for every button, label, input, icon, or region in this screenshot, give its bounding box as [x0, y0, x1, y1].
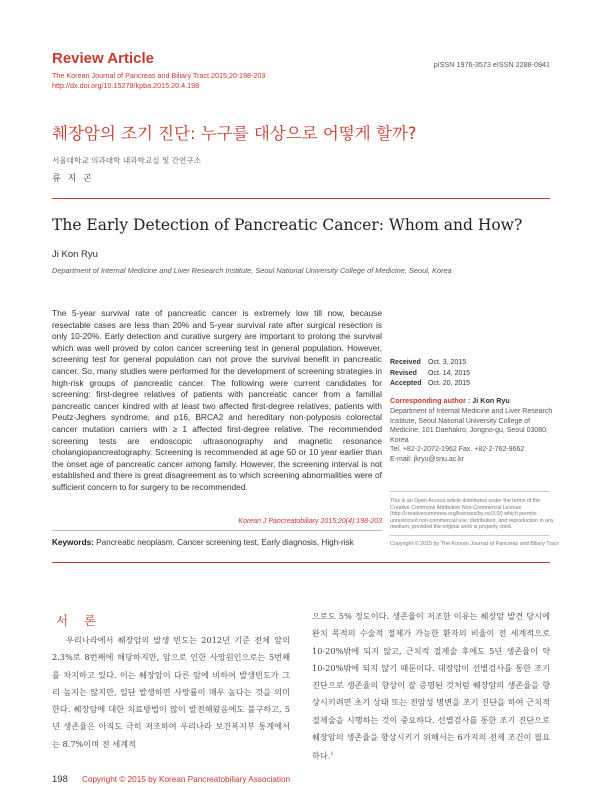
footer-copyright: Copyright © 2015 by Korean Pancreatobiliary Association — [82, 775, 291, 784]
english-affiliation: Department of Internal Medicine and Liver Research Institute, Seoul National University College of Medicine, Seoul, Korea — [52, 266, 452, 275]
divider — [390, 535, 550, 536]
reference-mark: 1 — [330, 751, 334, 758]
divider — [52, 198, 550, 199]
date-label: Revised — [390, 369, 417, 377]
divider — [52, 530, 382, 531]
short-citation: Korean J Pancreatobiliary 2015;20(4):198-203 — [238, 518, 382, 525]
corresponding-name: Ji Kon Ryu — [472, 396, 510, 405]
date-revised — [390, 369, 470, 380]
article-type: Review Article — [52, 50, 154, 67]
korean-title: 췌장암의 조기 진단: 누구를 대상으로 어떻게 할까? — [52, 124, 417, 143]
keywords-text: Pancreatic neoplasm, Cancer screening test, Early diagnosis, High-risk — [96, 538, 354, 547]
body-column-2 — [312, 608, 550, 765]
corresponding-author — [390, 396, 510, 405]
date-label: Received — [390, 359, 421, 366]
body-column-2-text: 으로도 5% 정도이다. 생존율이 저조한 이유는 췌장암 발견 당시에 완치 목적의 수술적 절제가 가능한 환자의 비율이 전 세계적으로 10-20%밖에 되지 않고, 근치적 절제술 후에도 5년 생존율이 약 10-20%밖에 되지 않기 때문이다. 대장암이 선별검사를 통한 조기 진단으로 생존율의 향상이 잘 증명된 것처럼 췌장암의 생존율을 향상시키려면 초기 상태 또는 전암성 병변을 조기 진단을 하여 근치적 절제술을 시행하는 것이 중요하다. 선별검사를 통한 조기 진단으로 췌장암의 생존율을 향상시키기 위해서는 6가지의 전제 조건이 필요하다. — [312, 611, 550, 762]
date-label: Accepted — [390, 380, 422, 387]
keywords-label: Keywords: — [52, 538, 94, 547]
divider — [390, 491, 550, 492]
date-accepted — [390, 379, 470, 390]
doi-link[interactable]: http://dx.doi.org/10.15279/kpba.2015.20.4.198 — [52, 81, 200, 90]
corresponding-label: Corresponding author : — [390, 396, 471, 405]
page-number: 198 — [52, 774, 68, 785]
correspondence-email[interactable]: E-mail: jkryu@snu.ac.kr — [390, 455, 465, 463]
date-value: Oct. 20, 2015 — [428, 380, 471, 387]
journal-copyright: Copyright © 2015 by The Korean Journal of Pancreas and Biliary Tract — [390, 541, 559, 547]
date-received — [390, 358, 470, 369]
korean-author: 류 지 곤 — [52, 174, 94, 184]
date-value: Oct. 14, 2015 — [428, 369, 471, 377]
correspondence-tel: Tel. +82-2-2072-1962 Fax. +82-2-762-9662 — [390, 446, 525, 454]
journal-citation: The Korean Journal of Pancreas and Biliary Tract 2015;20:198-203 — [52, 71, 266, 80]
dates-block — [390, 358, 470, 390]
abstract: The 5-year survival rate of pancreatic cancer is extremely low till now, because resectable cases are less than 20% and 5-year survival rate after surgical resection is only 10-20%. Early detection and curative surgery are important to prolong the survival which was well proved by colon cancer screening test in general population. However, screening test for general population can not prove the survival benefit in pancreatic cancer. So, many studies were performed for the development of screening strategies in high-risk groups of pancreatic cancer. The following were current candidates for screening: first-degree relatives of patients with pancreatic cancer from a familial pancreatic cancer kindred with at least two affected first-degree relatives; patients with Peutz-Jeghers syndrome; and p16, BRCA2 and hereditary non-polyposis colorectal cancer mutation carriers with ≥ 1 affected first-degree relative. The recommended screening tests are endoscopic ultrasonography and magnetic resonance cholangiopancreatography. Screening is recommended at age 50 or 10 year earlier than the onset age of pancreatic cancer among family. However, the screening interval is not established and there is great disagreement as to which screening abnormalities were of sufficient concern to for surgery to be recommended. — [52, 308, 382, 492]
correspondence-address: Department of Internal Medicine and Liver Research Institute, Seoul National University College of Medicine, 101 Daehakro, Jongno-gu, Seoul 03080, Korea — [390, 408, 553, 444]
keywords — [52, 538, 382, 547]
korean-affiliation: 서울대학교 의과대학 내과학교실 및 간연구소 — [52, 156, 202, 165]
english-author: Ji Kon Ryu — [52, 249, 98, 260]
section-title: 서 론 — [56, 613, 103, 628]
english-title: The Early Detection of Pancreatic Cancer: Whom and How? — [52, 216, 523, 234]
correspondence-details — [390, 407, 560, 465]
open-access-notice: This is an Open Access article distributed under the terms of the Creative Commons Attribution Non-Commercial License (http://creativecommons.org/licenses/by-nc/3.0/) which permits unrestricted non-commercial use, distribution, and reproduction in any medium, provided the original work is properly cited. — [390, 498, 554, 531]
divider — [52, 562, 550, 563]
body-column-1: 우리나라에서 췌장암의 발생 빈도는 2012년 기준 전체 암의 2.3%로 8번째에 해당하지만, 암으로 인한 사망원인으로는 5번째를 차지하고 있다. 이는 췌장암이 다른 암에 비하여 발생빈도가 그리 높지는 않지만, 일단 발생하면 사망률이 매우 높다는 것을 의미한다. 췌장암에 대한 치료방법이 많이 발전해왔음에도 불구하고, 5년 생존율은 아직도 극히 저조하여 우리나라 보건복지부 통계에서는 8.7%이며 전 세계적 — [52, 635, 290, 749]
issn: pISSN 1976-3573 eISSN 2288-0941 — [433, 60, 550, 69]
date-value: Oct. 3, 2015 — [428, 359, 467, 366]
